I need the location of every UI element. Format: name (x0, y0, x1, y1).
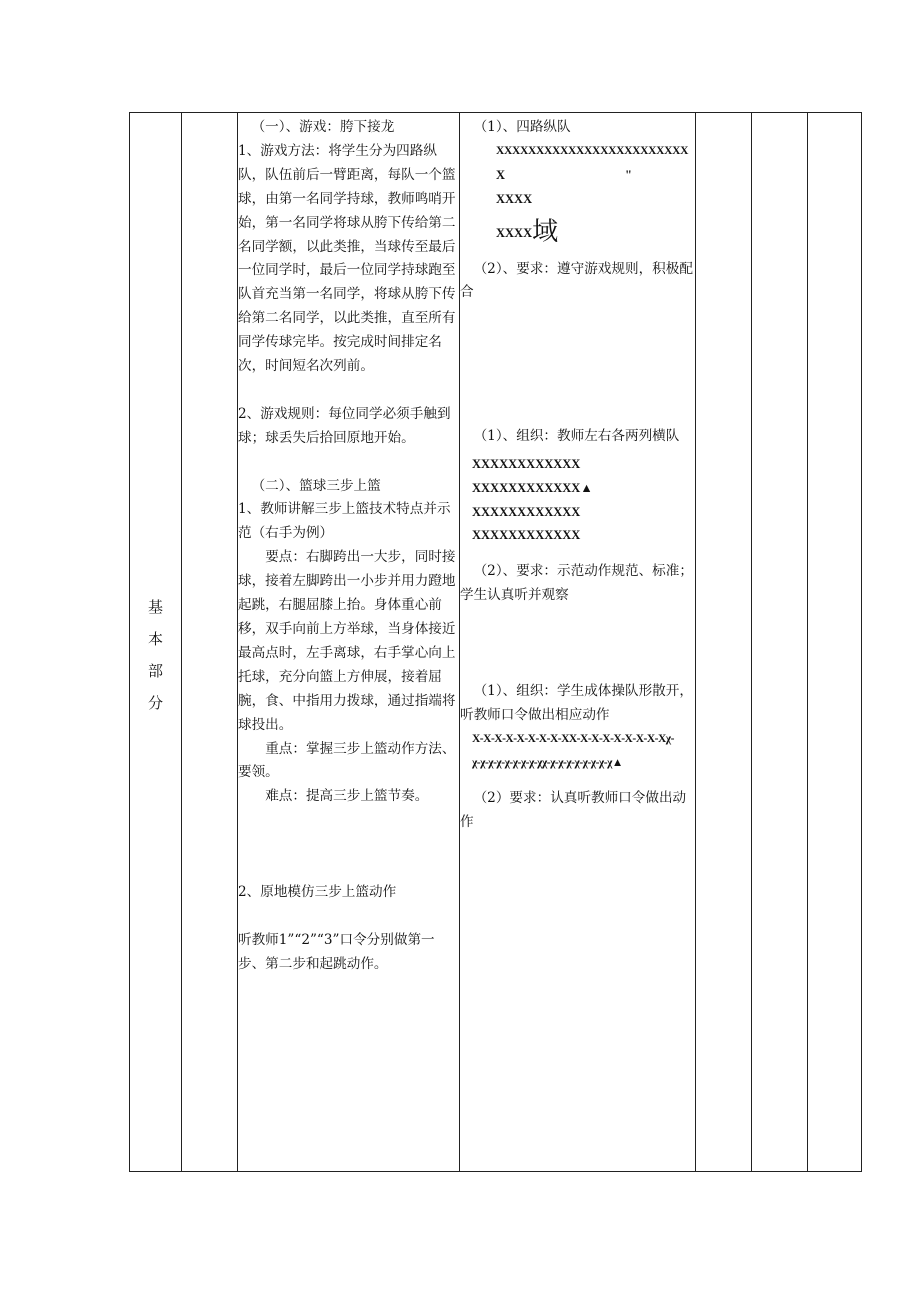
organization-text: （1）、组织：教师左右各两列横队 (473, 427, 680, 444)
requirement-text: （2）、要求：遵守游戏规则，积极配合 (460, 260, 693, 301)
drill-row: χ-χ-χ-χ-χ-χ-χ-χ-χχ-χ-χ-χ-χ-χ-χ-χ-χ▲ (472, 756, 623, 769)
organization-cell (459, 113, 695, 1171)
key-points: 要点：右脚跨出一大步，同时接球，接着左脚跨出一小步并用力蹬地起跳，右腿屈膝上抬。身体重心前移，双手向前上方举球，当身体接近最高点时，左手离球，右手掌心向上托球，充分向篮上方伸展，接着屈腕，食、中指用力拨球，通过指端将球投出。 (238, 549, 456, 733)
formation-glyph: 域 (532, 216, 559, 246)
line-row: XXXXXXXXXXXX▲ (472, 480, 593, 495)
focus: 重点：掌握三步上篮动作方法、要领。 (238, 740, 456, 781)
imitate-title: 2、原地模仿三步上篮动作 (238, 883, 397, 900)
organization-text: （1）、组织：学生成体操队形散开，听教师口令做出相应动作 (460, 682, 693, 723)
line-row: XXXXXXXXXXXX (472, 528, 581, 543)
game-method: 1、游戏方法：将学生分为四路纵队，队伍前后一臂距离，每队一个篮球，由第一名同学持球，教师鸣哨开始，第一名同学将球从胯下传给第二名同学额，以此类推，当球传至最后一位同学时，最后一位同学持球跑至队首充当第一名同学，将球从胯下传给第二名同学，以此类推，直至所有同学传球完毕。按完成时间排定名次，时间短名次列前。 (238, 142, 456, 375)
section-label: 基 本 部 分 (147, 598, 163, 712)
command-text: 听教师1”“2”“3”口令分别做第一步、第二步和起跳动作。 (238, 931, 435, 972)
requirement-text: （2）要求：认真听教师口令做出动作 (460, 790, 687, 831)
line-row: XXXXXXXXXXXX (472, 456, 581, 471)
column-divider (751, 113, 752, 1171)
column-divider (181, 113, 182, 1171)
requirement-text: （2）、要求：示范动作规范、标准；学生认真听并观察 (460, 563, 693, 604)
layup-title: （二）、篮球三步上篮 (251, 477, 381, 494)
game-title: （一）、游戏：胯下接龙 (251, 119, 395, 135)
formation-row: XXXXXXXXXXXXXXXXXXXXXXXX (496, 144, 689, 157)
difficulty: 难点：提高三步上篮节奏。 (265, 788, 429, 805)
column-divider (807, 113, 808, 1171)
formation-row: X " (496, 167, 632, 182)
layup-demo: 1、教师讲解三步上篮技术特点并示范（右手为例） (238, 501, 451, 542)
drill-row: X-X-X-X-X-X-X-X-XX-X-X-X-X-X-X-X-Xχ- (472, 732, 674, 745)
formation-title: （1）、四路纵队 (473, 119, 571, 135)
game-rules: 2、游戏规则：每位同学必须手触到球；球丢失后拾回原地开始。 (238, 405, 451, 446)
lesson-plan-table (129, 112, 862, 1172)
column-divider (695, 113, 696, 1171)
formation-row: XXXX域 (496, 216, 559, 246)
formation-row: XXXX (496, 191, 533, 206)
line-row: XXXXXXXXXXXX (472, 504, 581, 519)
teaching-content-cell (237, 113, 459, 1171)
